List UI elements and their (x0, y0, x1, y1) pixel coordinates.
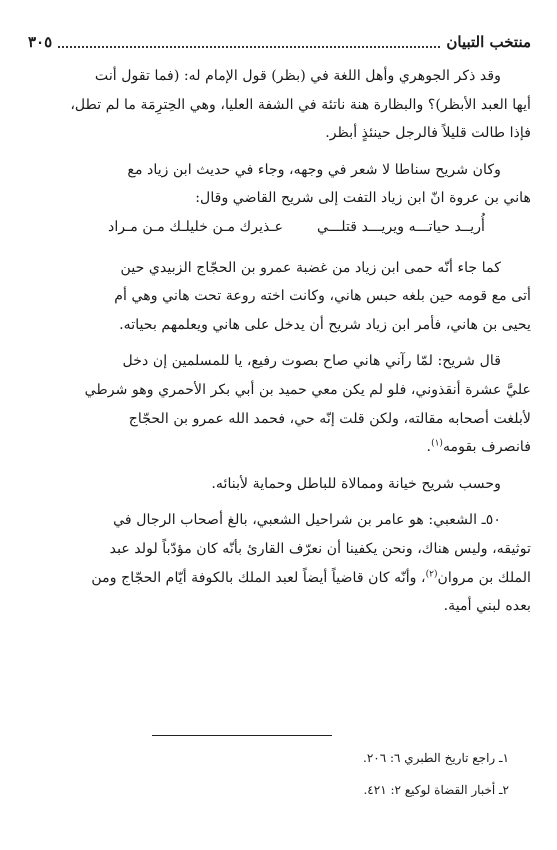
text-line: توثيقه، وليس هناك، ونحن يكفينا أن نعرّف القارئ بأنّه كان مؤدّباً لولد عبد (109, 540, 531, 557)
footnote-2: ٢ـ أخبار القضاة لوكيع ٢: ٤٢١. (363, 783, 509, 797)
poem-verse (28, 213, 531, 242)
footnote-ref-2: (٢) (425, 568, 438, 579)
text-line: لأبلغت أصحابه مقالته، ولكن قلت إنّه حي، فحمد الله عمرو بن الحجّاج (128, 410, 531, 427)
main-text (28, 62, 531, 621)
text-run: . (426, 439, 432, 456)
footnote-ref-1: (١) (431, 438, 443, 449)
text-line: يحيى بن هاني، فأمر ابن زياد شريح أن يدخل على هاني ويعلمهم بحياته. (119, 316, 531, 333)
text-line: هاني بن عروة انّ ابن زياد التفت إلى شريح القاضي وقال: (195, 190, 531, 207)
page-number: ٣٠٥ (28, 33, 53, 51)
text-run: الملك بن مروان (437, 569, 531, 586)
text-line: وحسب شريح خيانة وممالاة للباطل وحماية لأبنائه. (211, 475, 501, 492)
text-line: كما جاء أنّه حمى ابن زياد من غضبة عمرو بن الحجّاج الزبيدي حين (120, 259, 501, 276)
text-line: وكان شريح سناطا لا شعر في وجهه، وجاء في حديث ابن زياد مع (127, 161, 501, 178)
text-line: فإذا طالت قليلاً فالرجل حينئذٍ أبظر. (325, 125, 531, 142)
verse-second-hemistich: عـذيرك مـن خليلـك مـن مـراد (108, 218, 284, 235)
text-line: قال شريح: لمّا رآني هاني صاح بصوت رفيع، يا للمسلمين إن دخل (122, 353, 501, 370)
text-line: ٥٠ـ الشعبي: هو عامر بن شراحيل الشعبي، بالغ أصحاب الرجال في (113, 512, 501, 529)
text-line: عليَّ عشرة أنقذوني، فلو لم يكن معي حميد بن أبي بكر الأحمري وهو شرطي (84, 381, 531, 398)
header-dotted-leader (58, 36, 440, 48)
footnote-separator (152, 735, 332, 736)
text-line: أيها العبد الأبظر)؟ والبظارة هنة ناتئة في الشفة العليا، وهي الحِترِمَة ما لم تطل، (70, 96, 531, 113)
page-header (28, 32, 531, 52)
text-run: ، وأنّه كان قاضياً أيضاً لعبد الملك بالكوفة أيّام الحجّاج ومن (91, 569, 426, 586)
text-line (28, 564, 531, 593)
footnote-1: ١ـ راجع تاريخ الطبري ٦: ٢٠٦. (363, 751, 509, 765)
text-line (28, 433, 531, 462)
verse-first-hemistich: أُريــد حياتـــه ويريـــد قتلـــي (317, 218, 485, 235)
text-run: فانصرف بقومه (442, 439, 531, 456)
text-line: أتى مع قومه حين بلغه حبس هاني، وكانت اخته روعة تحت هاني وهي أم (114, 288, 531, 305)
text-line: وقد ذكر الجوهري وأهل اللغة في (بظر) قول الإمام له: (فما تقول أنت (94, 68, 501, 84)
footnotes (28, 742, 531, 806)
text-line: بعده لبني أمية. (443, 598, 531, 615)
running-title: منتخب التبيان (446, 33, 531, 51)
